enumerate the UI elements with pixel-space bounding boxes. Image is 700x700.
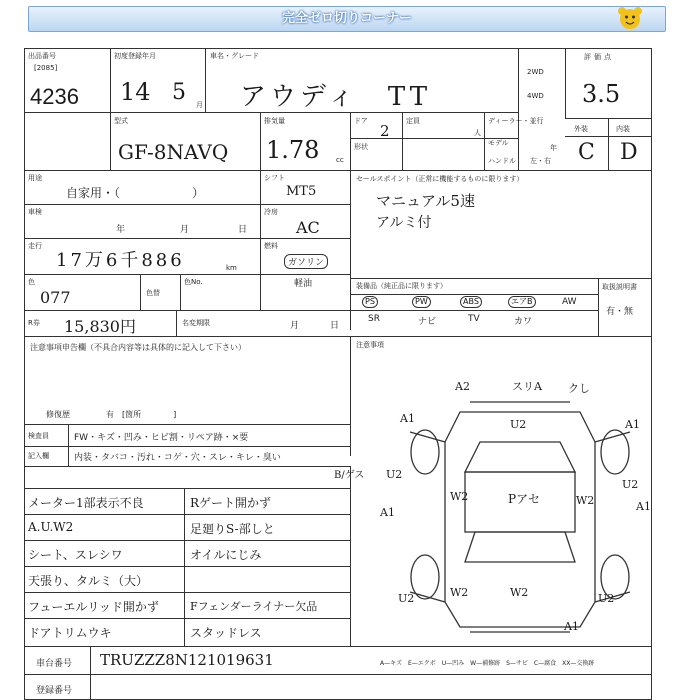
sales-label: セールスポイント（正常に機能するものに限ります） bbox=[356, 175, 524, 183]
diagram-mark-6: A1 bbox=[625, 418, 640, 431]
equip-leather: カワ bbox=[514, 317, 533, 327]
reg-label: 登録番号 bbox=[36, 686, 73, 696]
history-label: 修復歴 bbox=[46, 410, 70, 419]
shift-label: シフト bbox=[264, 174, 285, 182]
exterior-grade: C bbox=[578, 140, 595, 165]
interior-label: 内装 bbox=[616, 125, 630, 133]
mileage-unit: km bbox=[226, 264, 237, 272]
note-right-5: Fフェンダーライナー欠品 bbox=[190, 600, 318, 613]
displacement-label: 排気量 bbox=[264, 117, 285, 125]
shift-value: MT5 bbox=[286, 184, 317, 199]
note-right-1: Rゲート開かず bbox=[190, 496, 272, 510]
equip-tv: TV bbox=[468, 314, 480, 324]
mascot-right-icon bbox=[616, 4, 644, 30]
diagram-mark-1: A2 bbox=[455, 380, 470, 393]
displacement-unit: cc bbox=[336, 156, 344, 164]
sales-line1: マニュアル5速 bbox=[376, 192, 475, 210]
seats-label: 定員 bbox=[406, 117, 420, 125]
note-left-1: メーター1部表示不良 bbox=[28, 496, 144, 510]
diagram-mark-3: クし bbox=[568, 382, 590, 395]
manual-opts: 有・無 bbox=[606, 307, 634, 317]
score-value: 3.5 bbox=[582, 80, 621, 108]
lot-label: 出品番号 bbox=[28, 52, 56, 60]
exterior-label: 外装 bbox=[574, 125, 588, 133]
year-value: 14 bbox=[120, 78, 151, 106]
note-left-4: 天張り、タルミ（大） bbox=[28, 574, 149, 588]
diagram-mark-17: W2 bbox=[510, 586, 529, 599]
diagram-mark-11: W2 bbox=[576, 494, 595, 507]
diagram-mark-10: Pアセ bbox=[508, 492, 540, 506]
notes-label: 注意事項 bbox=[356, 341, 384, 349]
year-label: 初度登録年月 bbox=[114, 52, 156, 60]
month-value: 5 bbox=[172, 80, 186, 105]
note-right-3: オイルにじみ bbox=[190, 548, 262, 562]
equip-aw: AW bbox=[562, 297, 577, 307]
shape-label: 形状 bbox=[354, 143, 368, 151]
title-exp-label: 名変期限 bbox=[182, 319, 210, 327]
handle-opts: 左・右 bbox=[530, 157, 551, 165]
mileage-label: 走行 bbox=[28, 242, 42, 250]
history-opts: 有 [箇所 ] bbox=[106, 410, 177, 419]
diagram-mark-18: U2 bbox=[598, 592, 615, 605]
model-label: 型式 bbox=[114, 117, 128, 125]
recycle-value: 15,830円 bbox=[64, 317, 136, 336]
color-label: 色 bbox=[28, 278, 35, 286]
diagram-mark-16: U2 bbox=[398, 592, 415, 605]
banner bbox=[28, 6, 666, 32]
diagram-mark-8: A1 bbox=[380, 506, 395, 519]
diagram-mark-13: A1 bbox=[636, 500, 651, 513]
inspection-day-unit: 日 bbox=[238, 225, 248, 235]
title-exp-month-unit: 月 bbox=[290, 321, 300, 331]
checks-label2: 記入欄 bbox=[28, 452, 49, 460]
diagram-mark-5: U2 bbox=[510, 418, 527, 431]
note-right-2: 足廻りS-部しと bbox=[190, 522, 275, 536]
displacement-value: 1.78 bbox=[266, 136, 320, 164]
model-year-unit: 年 bbox=[550, 144, 557, 152]
car-name: アウディ TT bbox=[240, 82, 432, 112]
title-exp-day-unit: 日 bbox=[330, 321, 340, 331]
car-damage-diagram bbox=[380, 372, 670, 642]
drive-4wd: 4WD bbox=[527, 92, 544, 100]
usage-label: 用途 bbox=[28, 174, 42, 182]
chassis-value: TRUZZZ8N121019631 bbox=[100, 651, 274, 669]
inspection-label: 車検 bbox=[28, 208, 42, 216]
diagram-mark-9: W2 bbox=[450, 490, 469, 503]
doors-label: ドア bbox=[354, 117, 368, 125]
equip-pw: PW bbox=[412, 296, 431, 308]
color-value: 077 bbox=[40, 288, 71, 307]
equip-ps: PS bbox=[362, 296, 378, 308]
diagram-mark-14: B/ゲス bbox=[334, 470, 365, 481]
recycle-label: R券 bbox=[28, 319, 40, 327]
manual-label: 取扱説明書 bbox=[602, 283, 637, 291]
diagram-mark-2: スリA bbox=[512, 380, 542, 393]
car-label: 車名・グレード bbox=[210, 52, 259, 60]
banner-title: 完全ゼロ切りコーナー bbox=[281, 11, 412, 26]
usage-value: 自家用・（ ） bbox=[66, 186, 205, 200]
color-code-label: 色No. bbox=[184, 278, 203, 286]
doors-value: 2 bbox=[380, 122, 390, 140]
diagram-mark-4: A1 bbox=[400, 412, 415, 425]
lot-small: [2085] bbox=[34, 64, 58, 72]
fuel-alt: 軽油 bbox=[294, 279, 313, 289]
seats-unit: 人 bbox=[474, 129, 481, 137]
fuel-label: 燃料 bbox=[264, 242, 278, 250]
note-left-5: フューエルリッド開かず bbox=[28, 600, 159, 614]
equip-abs: ABS bbox=[460, 296, 482, 308]
model-year-label: モデル bbox=[488, 139, 509, 147]
handle-label: ハンドル bbox=[488, 157, 516, 165]
note-left-2: A.U.W2 bbox=[28, 520, 74, 534]
remarks-label: 注意事項申告欄（不具合内容等は具体的に記入して下さい） bbox=[30, 343, 246, 352]
note-left-6: ドアトリムウキ bbox=[28, 626, 112, 640]
ac-label: 冷房 bbox=[264, 208, 278, 216]
checks-label1: 検査員 bbox=[28, 432, 49, 440]
legend: A—キズ E—エクボ U—凹み W—補修跡 S—サビ C—腐食 XX—交換跡 bbox=[380, 660, 595, 667]
lot-number: 4236 bbox=[30, 84, 79, 109]
score-label: 評価点 bbox=[584, 53, 614, 61]
inspection-year-unit: 年 bbox=[116, 225, 126, 235]
note-left-3: シート、スレシワ bbox=[28, 548, 123, 562]
model-value: GF-8NAVQ bbox=[118, 140, 229, 164]
inspection-month-unit: 月 bbox=[180, 225, 190, 235]
equip-navi: ナビ bbox=[418, 317, 437, 327]
interior-grade: D bbox=[620, 140, 638, 165]
equip-airbag: エアB bbox=[508, 296, 536, 308]
fuel-value: ガソリン bbox=[284, 254, 328, 269]
checks-row2: 内装・タバコ・汚れ・コゲ・穴・スレ・キレ・臭い bbox=[74, 453, 281, 463]
month-unit: 月 bbox=[196, 101, 203, 109]
note-right-6: スタッドレス bbox=[190, 626, 262, 640]
sales-line2: アルミ付 bbox=[376, 215, 432, 231]
diagram-mark-12: U2 bbox=[622, 478, 639, 491]
checks-row1: FW・キズ・凹み・ヒビ割・リペア跡・×要 bbox=[74, 433, 249, 443]
color-change-label: 色替 bbox=[146, 289, 160, 297]
diagram-mark-7: U2 bbox=[386, 468, 403, 481]
diagram-mark-19: A1 bbox=[564, 620, 579, 633]
equipment-label: 装備品（純正品に限ります） bbox=[356, 282, 447, 290]
diagram-mark-15: W2 bbox=[450, 586, 469, 599]
ac-value: AC bbox=[296, 218, 320, 237]
equip-sr: SR bbox=[368, 314, 380, 324]
drive-2wd: 2WD bbox=[527, 68, 544, 76]
dealer-label: ディーラー・並行 bbox=[488, 117, 544, 125]
mileage-value: 17万6千886 bbox=[56, 250, 185, 271]
chassis-label: 車台番号 bbox=[36, 659, 73, 669]
